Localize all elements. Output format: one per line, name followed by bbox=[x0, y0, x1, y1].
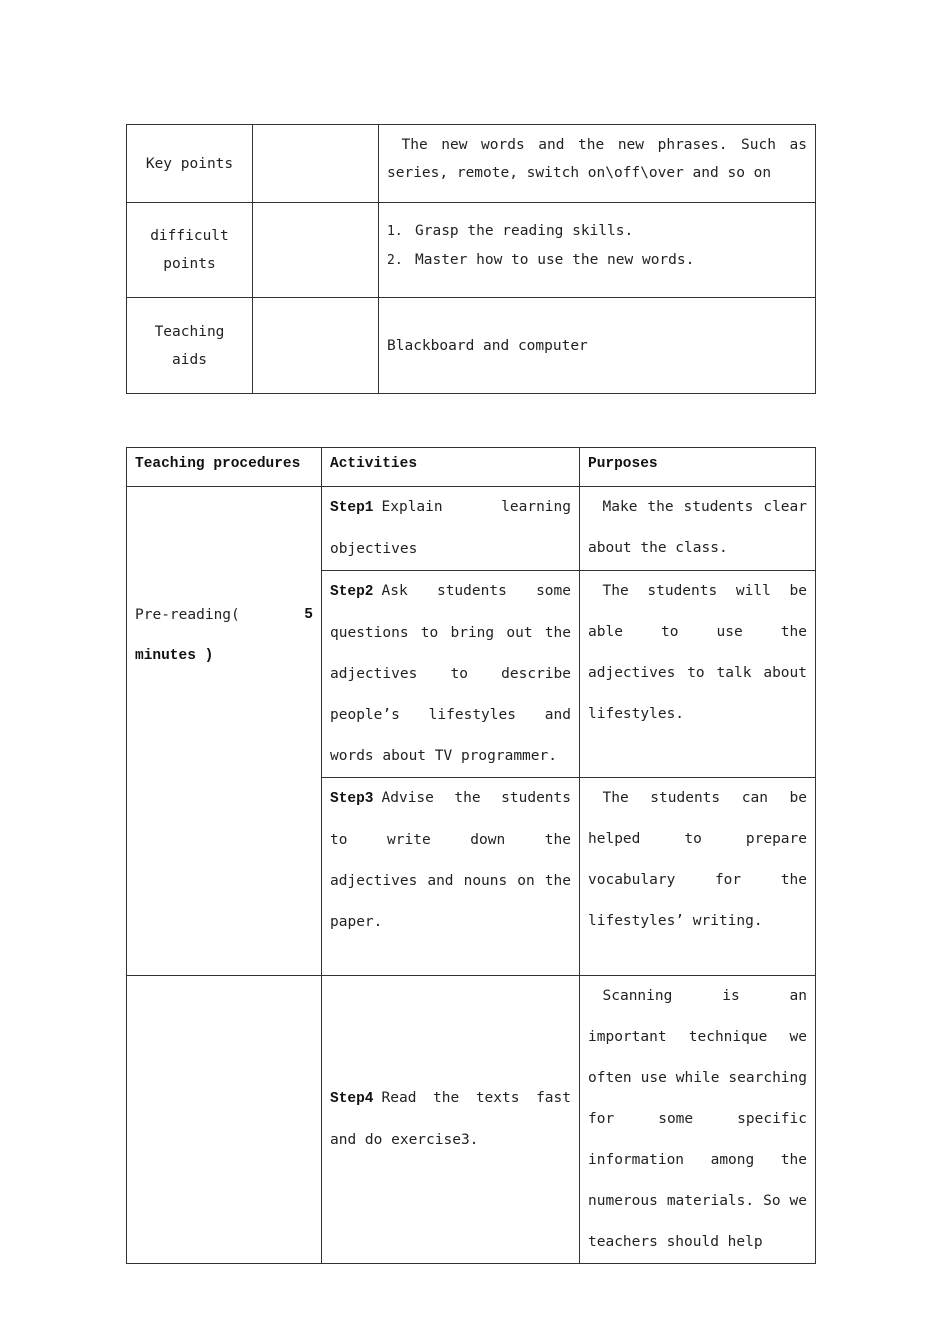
list-number: 1. bbox=[387, 224, 403, 239]
purpose-cell: Scanning is an important technique we often use while searching for some specific information among the numerous materials. So we teachers should help bbox=[580, 976, 816, 1264]
activity-cell bbox=[322, 976, 580, 1264]
teaching-aids-row bbox=[127, 298, 816, 394]
activity-cell bbox=[322, 571, 580, 778]
row-text: The new words and the new phrases. Such as series, remote, switch on\off\over and so on bbox=[379, 125, 816, 203]
activity-text: Read the texts fast and do exercise3. bbox=[330, 1090, 571, 1148]
header-purposes: Purposes bbox=[580, 448, 816, 487]
stage-duration-unit: minutes ) bbox=[135, 648, 214, 664]
purpose-cell: The students can be helped to prepare vocabulary for the lifestyles’ writing. bbox=[580, 778, 816, 976]
header-activities: Activities bbox=[322, 448, 580, 487]
row-text: Blackboard and computer bbox=[379, 298, 816, 394]
info-table bbox=[126, 124, 816, 394]
list-item bbox=[387, 217, 807, 246]
step-label: Step1 bbox=[330, 500, 374, 516]
row-label: difficult points bbox=[127, 203, 253, 298]
row-label: Key points bbox=[127, 125, 253, 203]
purpose-cell: Make the students clear about the class. bbox=[580, 487, 816, 571]
activity-text: Ask students some questions to bring out the adjectives to describe people’s lifestyles and words about TV programmer. bbox=[330, 583, 571, 764]
list-number: 2. bbox=[387, 253, 403, 268]
empty-cell bbox=[253, 203, 379, 298]
list-text: Master how to use the new words. bbox=[415, 252, 695, 268]
activity-text: Advise the students to write down the adjectives and nouns on the paper. bbox=[330, 790, 571, 930]
step-label: Step2 bbox=[330, 584, 374, 600]
activity-cell bbox=[322, 487, 580, 571]
table-row bbox=[127, 487, 816, 571]
row-label: Teaching aids bbox=[127, 298, 253, 394]
numbered-list bbox=[379, 203, 816, 298]
stage-label: Pre-reading( bbox=[135, 607, 240, 623]
list-text: Grasp the reading skills. bbox=[415, 223, 634, 239]
purpose-cell: The students will be able to use the adjectives to talk about lifestyles. bbox=[580, 571, 816, 778]
list-item bbox=[387, 246, 807, 275]
difficult-points-row bbox=[127, 203, 816, 298]
stage-line bbox=[135, 595, 313, 636]
stage-cell bbox=[127, 976, 322, 1264]
key-points-row bbox=[127, 125, 816, 203]
procedures-table bbox=[126, 447, 816, 1264]
step-label: Step4 bbox=[330, 1091, 374, 1107]
stage-cell bbox=[127, 487, 322, 976]
header-row bbox=[127, 448, 816, 487]
header-teaching-procedures: Teaching procedures bbox=[127, 448, 322, 487]
activity-cell bbox=[322, 778, 580, 976]
empty-cell bbox=[253, 125, 379, 203]
table-row bbox=[127, 976, 816, 1264]
step-label: Step3 bbox=[330, 791, 374, 807]
empty-cell bbox=[253, 298, 379, 394]
activity-text: Explain learning objectives bbox=[330, 499, 571, 557]
stage-duration: 5 bbox=[304, 607, 313, 623]
